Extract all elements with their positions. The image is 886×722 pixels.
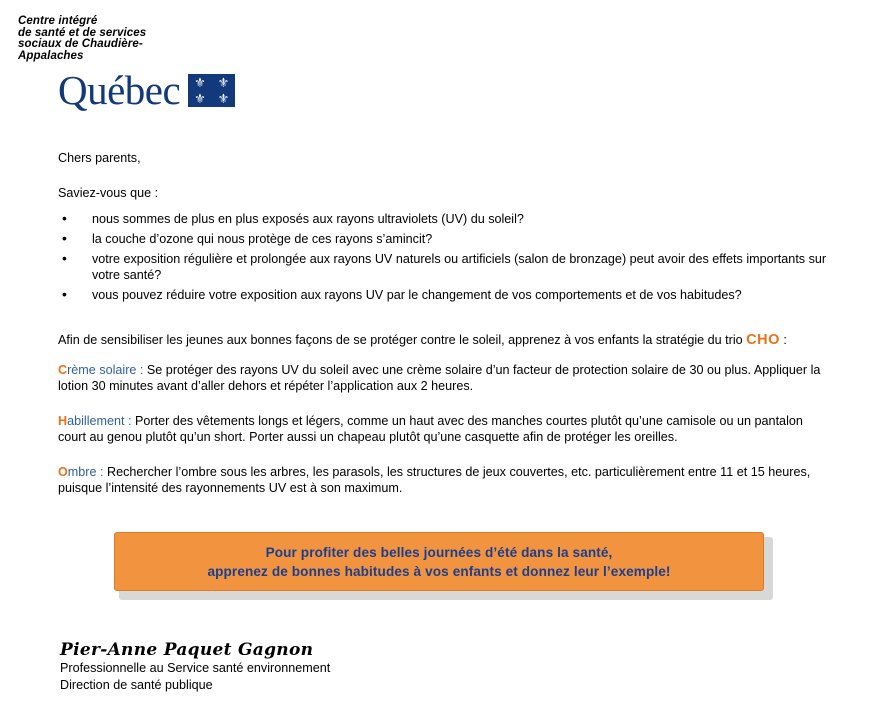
letter-body (58, 150, 828, 496)
signature-name: Pier-Anne Paquet Gagnon (60, 640, 314, 660)
section-initial-h: H (58, 414, 68, 428)
highlight-callout (114, 532, 773, 600)
trio-acronym: CHO (746, 332, 780, 348)
organization-name (18, 16, 418, 62)
callout-line-2: apprenez de bonnes habitudes à vos enfants et donnez leur l’exemple! (207, 563, 671, 579)
section-body-creme: Se protéger des rayons UV du soleil avec une crème solaire d’un facteur de protection solaire de 30 ou plus. Appliquer la lotion 30 minutes avant d’aller dehors et répéter l’application aux 2 heures. (58, 363, 821, 393)
list-item: • votre exposition régulière et prolongée aux rayons UV naturels ou artificiels (salon de bronzage) peut avoir des effets importants sur votre santé? (58, 251, 828, 283)
facts-list (58, 211, 828, 303)
section-title-habillement: abillement (67, 414, 125, 428)
signature-block (60, 640, 560, 694)
fleur-de-lis-icon-3: ⚜ (194, 91, 206, 107)
quebec-flag-icon (188, 74, 235, 107)
section-creme-solaire (58, 362, 828, 394)
greeting: Chers parents, (58, 151, 141, 165)
section-habillement (58, 413, 828, 445)
fleur-de-lis-icon-2: ⚜ (217, 74, 230, 90)
section-body-habillement: Porter des vêtements longs et légers, comme un haut avec des manches courtes plutôt qu’une camisole ou un pantalon court au genou plutôt qu’un short. Porter aussi un chapeau plutôt qu’une casquette afin de protéger les oreilles. (58, 414, 803, 444)
signature-department: Direction de santé publique (60, 678, 213, 692)
section-separator-habillement: : (124, 414, 136, 428)
section-ombre (58, 464, 828, 496)
callout-text (207, 543, 670, 581)
section-initial-o: O (58, 465, 68, 479)
list-item: • nous sommes de plus en plus exposés aux rayons ultraviolets (UV) du soleil? (58, 211, 828, 227)
callout-line-1: Pour profiter des belles journées d’été dans la santé, (265, 544, 613, 560)
trio-intro-text-after: : (779, 333, 787, 347)
organization-name-line-2: de santé et de services (18, 26, 147, 39)
organization-logo (18, 16, 418, 111)
signature-title: Professionnelle au Service santé environnement (60, 661, 331, 675)
list-item: • la couche d’ozone qui nous protège de ces rayons s’amincit? (58, 231, 828, 247)
quebec-wordmark-text: Québec (58, 67, 181, 113)
intro-question: Saviez-vous que : (58, 186, 159, 200)
section-separator-ombre: : (96, 465, 107, 479)
callout-box (114, 532, 764, 591)
organization-name-line-4: Appalaches (18, 49, 84, 62)
organization-name-line-3: sociaux de Chaudière- (18, 38, 143, 50)
quebec-wordmark (58, 67, 418, 113)
organization-name-line-1: Centre intégré (18, 15, 98, 27)
section-title-ombre: mbre (67, 465, 97, 479)
fleur-de-lis-icon-1: ⚜ (194, 74, 206, 90)
fleur-de-lis-icon-4: ⚜ (217, 91, 230, 107)
section-title-creme: rème solaire (67, 363, 137, 377)
trio-intro-text-before: Afin de sensibiliser les jeunes aux bonnes façons de se protéger contre le soleil, apprenez à vos enfants la stratégie du trio (58, 333, 747, 347)
section-initial-c: C (58, 363, 68, 377)
trio-intro-paragraph (58, 332, 828, 348)
section-body-ombre: Rechercher l’ombre sous les arbres, les parasols, les structures de jeux couvertes, etc. particulièrement entre 11 et 15 heures, puisque l’intensité des rayonnements UV est à son maximum. (58, 465, 811, 495)
list-item: • vous pouvez réduire votre exposition aux rayons UV par le changement de vos comportements et de vos habitudes? (58, 287, 828, 303)
section-separator-creme: : (136, 363, 147, 377)
